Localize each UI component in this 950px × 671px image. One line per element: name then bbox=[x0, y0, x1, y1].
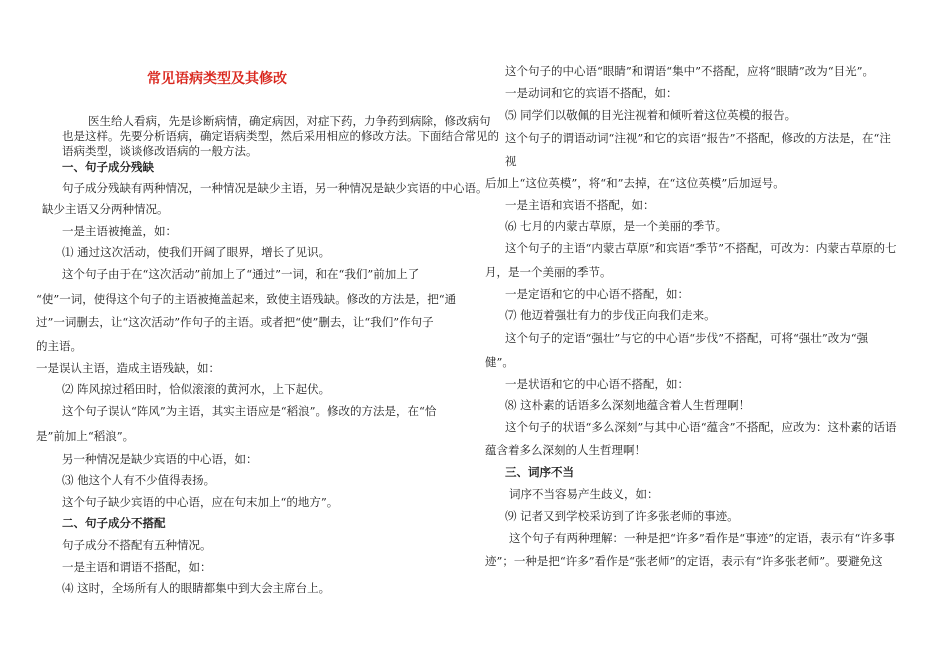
paragraph: 句子成分不搭配有五种情况。 bbox=[62, 538, 212, 552]
paragraph: 一是定语和它的中心语不搭配，如： bbox=[505, 287, 689, 301]
paragraph: 这个句子的定语“强壮”与它的中心语“步伐”不搭配，可将“强壮”改为“强 bbox=[505, 331, 869, 345]
paragraph: 一是主语和谓语不搭配，如： bbox=[62, 560, 212, 574]
paragraph: 过”一词删去，让“这次活动”作句子的主语。或者把“使”删去，让“我们”作句子 bbox=[36, 315, 434, 329]
intro-line-1: 医生给人看病，先是诊断病情，确定病因，对症下药，力争药到病除，修改病句 bbox=[88, 114, 491, 128]
example-2: ⑵ 阵风掠过稻田时，恰似滚滚的黄河水，上下起伏。 bbox=[62, 382, 331, 396]
paragraph: 蕴含着多么深刻的人生哲理啊！ bbox=[485, 443, 646, 457]
section-heading-2: 二、句子成分不搭配 bbox=[62, 516, 166, 530]
paragraph: “使”一词，使得这个句子的主语被掩盖起来，致使主语残缺。修改的方法是，把“通 bbox=[36, 292, 457, 306]
paragraph: 缺少主语又分两种情况。 bbox=[42, 202, 169, 216]
paragraph: 一是动词和它的宾语不搭配，如： bbox=[505, 86, 678, 100]
intro-line-2: 也是这样。先要分析语病，确定语病类型，然后采用相应的修改方法。下面结合常见的 bbox=[62, 129, 499, 143]
example-5: ⑸ 同学们以敬佩的目光注视着和倾听着这位英模的报告。 bbox=[505, 108, 797, 122]
paragraph: 是”前加上“稻浪”。 bbox=[36, 429, 135, 443]
paragraph: 迹”；一种是把“许多”看作是“张老师”的定语，表示有“许多张老师”。要避免这 bbox=[485, 554, 883, 568]
section-heading-1: 一、句子成分残缺 bbox=[62, 160, 154, 174]
example-7: ⑺ 他迈着强壮有力的步伐正向我们走来。 bbox=[505, 308, 716, 322]
paragraph: 词序不当容易产生歧义，如： bbox=[509, 487, 659, 501]
paragraph: 一是主语被掩盖，如： bbox=[62, 224, 177, 238]
example-6: ⑹ 七月的内蒙古草原，是一个美丽的季节。 bbox=[505, 219, 728, 233]
paragraph: 这个句子的谓语动词“注视”和它的宾语“报告”不搭配，修改的方法是，在“注 bbox=[505, 131, 891, 145]
paragraph: 这个句子误认“阵风”为主语，其实主语应是“稻浪”。修改的方法是，在“恰 bbox=[62, 404, 437, 418]
example-4: ⑷ 这时，全场所有人的眼睛都集中到大会主席台上。 bbox=[62, 581, 331, 595]
paragraph: 这个句子的状语“多么深刻”与其中心语“蕴含”不搭配，应改为：这朴素的话语 bbox=[505, 420, 897, 434]
paragraph: 这个句子由于在“这次活动”前加上了“通过”一词，和在“我们”前加上了 bbox=[62, 267, 420, 281]
paragraph: 一是状语和它的中心语不搭配，如： bbox=[505, 377, 689, 391]
paragraph: 一是误认主语，造成主语残缺，如： bbox=[36, 361, 220, 375]
example-1: ⑴ 通过这次活动，使我们开阔了眼界，增长了见识。 bbox=[62, 245, 331, 259]
document-title: 常见语病类型及其修改 bbox=[147, 71, 287, 87]
paragraph: 这个句子的主语“内蒙古草原”和宾语“季节”不搭配，可改为：内蒙古草原的七 bbox=[505, 241, 897, 255]
paragraph: 这个句子有两种理解：一种是把“许多”看作是“事迹”的定语，表示有“许多事 bbox=[509, 531, 895, 545]
paragraph: 的主语。 bbox=[36, 339, 82, 353]
paragraph: 后加上“这位英模”，将“和”去掉，在“这位英模”后加逗号。 bbox=[485, 176, 785, 190]
paragraph: 这个句子的中心语“眼睛”和谓语“集中”不搭配，应将“眼睛”改为“目光”。 bbox=[505, 64, 875, 78]
paragraph: 这个句子缺少宾语的中心语，应在句末加上“的地方”。 bbox=[62, 495, 339, 509]
paragraph: 视 bbox=[505, 154, 517, 168]
example-9: ⑼ 记者又到学校采访到了许多张老师的事迹。 bbox=[505, 509, 739, 523]
paragraph: 句子成分残缺有两种情况，一种情况是缺少主语，另一种情况是缺少宾语的中心语。 bbox=[62, 181, 488, 195]
example-3: ⑶ 他这个人有不少值得表扬。 bbox=[62, 473, 216, 487]
paragraph: 一是主语和宾语不搭配，如： bbox=[505, 198, 655, 212]
section-heading-3: 三、词序不当 bbox=[505, 465, 574, 479]
paragraph: 月，是一个美丽的季节。 bbox=[485, 265, 612, 279]
intro-line-3: 语病类型，谈谈修改语病的一般方法。 bbox=[62, 144, 258, 158]
paragraph: 另一种情况是缺少宾语的中心语，如： bbox=[62, 452, 258, 466]
example-8: ⑻ 这朴素的话语多么深刻地蕴含着人生哲理啊！ bbox=[505, 398, 751, 412]
paragraph: 健”。 bbox=[485, 355, 514, 369]
